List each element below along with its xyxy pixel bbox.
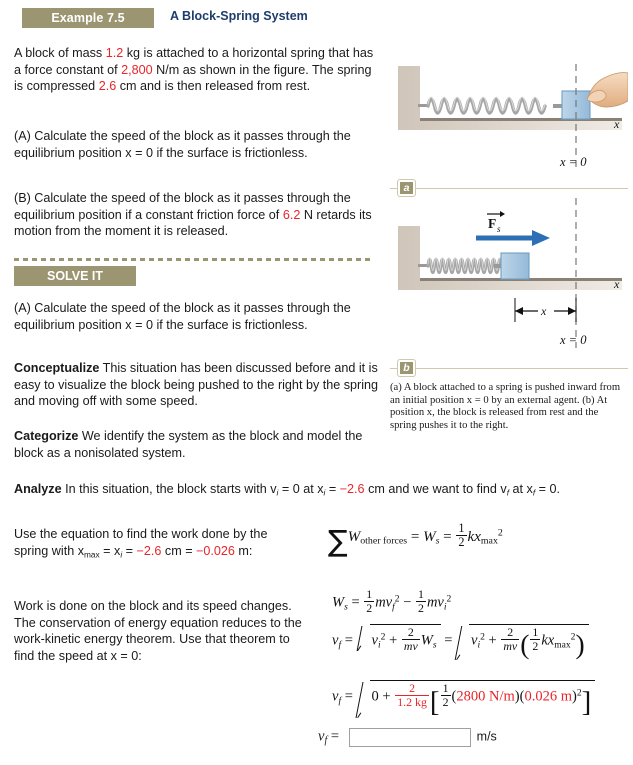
panel-b-rule xyxy=(390,368,628,369)
eq3-Ws-sub: s xyxy=(432,639,437,651)
analyze-text-1: In this situation, the block starts with v xyxy=(61,482,277,496)
step1-text-d: cm = xyxy=(161,543,197,558)
analyze-sub-i-2: i xyxy=(323,487,326,498)
eq2-mvi-sup: 2 xyxy=(446,593,452,605)
solve-part-a-text: (A) Calculate the speed of the block as it passes through the equilibrium position x = 0 if the surface is frictionless. xyxy=(14,301,351,332)
eq4-two-over-mass xyxy=(395,682,429,708)
eq4-vf: v xyxy=(332,688,339,705)
panel-b-label: b xyxy=(398,360,415,376)
axis-label-x-b: x xyxy=(614,277,620,291)
eq1-subscript: other forces xyxy=(360,535,408,547)
analyze-sub-f: f xyxy=(506,487,509,498)
eq2-Ws-sub: s xyxy=(344,601,348,613)
eq1-Ws-sub: s xyxy=(435,535,440,547)
distance-label-x: x xyxy=(541,304,547,318)
question-part-b-text-1: (B) Calculate the speed of the block as it passes through the equilibrium position if a constant friction force of xyxy=(14,191,351,222)
question-part-a xyxy=(14,128,380,161)
step2-prompt xyxy=(14,598,304,664)
eq4-half xyxy=(441,682,451,708)
eq2-minus: − xyxy=(399,594,416,611)
figure-panel-a xyxy=(390,58,628,178)
eq3-kx-sup: 2 xyxy=(570,631,576,643)
eq3-half xyxy=(530,626,540,652)
origin-label-a: x = 0 xyxy=(560,155,587,169)
eq3-kx-sub: max xyxy=(554,639,571,651)
eq4-bracket-open: [ xyxy=(429,686,440,719)
eq1-half-den: 2 xyxy=(458,535,465,550)
eq3b-vi-sup: 2 xyxy=(480,631,485,643)
eq1-kx: kx xyxy=(467,528,481,545)
eq4-x-value: 0.026 m xyxy=(524,688,572,705)
figure-panel-b xyxy=(390,198,628,358)
figure-block-spring xyxy=(390,58,628,432)
analyze-text-4: at x xyxy=(509,482,533,496)
eq3-vi-sub: i xyxy=(377,639,381,651)
step1-cm-value: −2.6 xyxy=(136,543,162,558)
answer-vf-label: v xyxy=(318,728,325,745)
eq3-kx: kx xyxy=(541,632,555,649)
eq3b-m-den: mv xyxy=(503,638,518,653)
analyze-sub-f-2: f xyxy=(532,487,536,498)
spring-constant-value: 2,800 xyxy=(121,62,153,77)
analyze-text-2: = 0 at x xyxy=(278,482,324,496)
summation-symbol: ∑ xyxy=(328,523,348,558)
analyze-label: Analyze xyxy=(14,482,62,496)
hand-icon xyxy=(587,73,628,107)
step1-sub-i: i xyxy=(120,548,123,559)
eq1-kx-sub: max xyxy=(480,535,498,547)
analyze-paragraph: Analyze In this situation, the block starts with vi = 0 at xi = −2.6 cm and we want to find vf at xf = 0. xyxy=(14,482,560,498)
mass-value: 1.2 xyxy=(105,46,124,60)
categorize-text: We identify the system as the block and model the block as a nonisolated system. xyxy=(14,429,363,460)
step1-text-c: = xyxy=(122,543,137,558)
answer-input-wrapper[interactable] xyxy=(349,728,471,747)
equation-work-kinetic: Ws = $\frac{1}{2}$ mvf$^2$ − $\frac{1}{2}$ mvi$^2$ xyxy=(332,587,452,615)
eq3-vi-sup: 2 xyxy=(380,631,386,643)
eq3-two-over-m xyxy=(402,626,420,652)
origin-label-b: x = 0 xyxy=(560,333,587,347)
problem-text-2: kg is attached to a horizontal spring that has a force constant of xyxy=(14,46,374,77)
eq3-2-num: 2 xyxy=(407,625,414,639)
eq3b-two-over-m xyxy=(501,626,519,652)
solve-part-a-restate xyxy=(14,300,380,333)
panel-a-label: a xyxy=(398,180,415,196)
equation-work-spring: $\sum W_{other forces} = Ws$ = $\frac{1}{2}$ $kx_{max}^2$ xyxy=(328,521,503,558)
eq3-paren-close: ) xyxy=(575,628,585,660)
eq3-paren-open: ( xyxy=(520,628,530,660)
eq3-radical-2: $vi^2$ + $\frac{2}{mv}$ ( $\frac{1}{2}$ $kx_{max}^2$) xyxy=(456,624,589,661)
ground-surface xyxy=(420,118,622,121)
eq2-half-2 xyxy=(416,588,426,614)
panel-a-rule xyxy=(390,188,628,189)
eq4-2-num: 2 xyxy=(409,681,416,695)
eq4-bracket-close: ] xyxy=(581,686,592,719)
block-mass-b xyxy=(501,253,529,279)
conceptualize-paragraph xyxy=(14,360,380,410)
eq2-half2-num: 1 xyxy=(418,587,424,601)
eq2-half-1 xyxy=(364,588,374,614)
eq1-one-half xyxy=(456,522,466,549)
eq4-radical: 0 + $\frac{2}{1.2 kg}$ [ $\frac{1}{2}$ (2800 N/m)(0.026 m)$^2$] xyxy=(357,680,596,719)
eq1-W: W xyxy=(347,528,361,545)
step1-text-a: Use the equation to find the work done by the spring with x xyxy=(14,527,268,558)
eq2-mvf: mv xyxy=(375,594,393,611)
eq4-k-value: 2800 N/m xyxy=(456,688,515,705)
categorize-label: Categorize xyxy=(14,429,79,443)
eq1-Ws: W xyxy=(423,528,436,545)
question-part-b xyxy=(14,190,380,240)
eq3b-vi-sub: i xyxy=(477,639,481,651)
step1-m-value: −0.026 xyxy=(196,543,235,558)
panel-b-tag-row xyxy=(390,358,628,378)
eq3-radical-1: $vi^2$ + $\frac{2}{mv}$ Ws xyxy=(357,624,441,652)
answer-unit-label: m/s xyxy=(476,729,497,744)
step1-text-b: = x xyxy=(99,543,121,558)
eq2-mvf-sub: f xyxy=(392,601,395,613)
answer-input[interactable] xyxy=(350,729,470,746)
problem-text-1: A block of mass xyxy=(14,46,106,60)
problem-text-3: N/m as shown in the figure. The spring is compressed xyxy=(14,62,372,93)
answer-row: $v_f = m/s$ xyxy=(318,728,497,747)
friction-force-value: 6.2 xyxy=(282,207,301,222)
conceptualize-label: Conceptualize xyxy=(14,361,100,375)
eq2-Ws: W xyxy=(332,594,345,611)
eq3-half-den: 2 xyxy=(532,638,539,653)
eq2-half1-num: 1 xyxy=(366,587,373,601)
equation-vf-general: vf = $vi^2$ + $\frac{2}{mv}$ $Ws = vi^2$ + $\frac{2}{mv}$ ( $\frac{1}{2}$ $kx_{max}^2$) xyxy=(332,624,589,661)
force-label-sub: s xyxy=(497,224,501,234)
figure-caption: (a) A block attached to a spring is pushed inward from an initial position x = 0 by an external agent. (b) At position x, the block is released from rest and the spring pushes it to the right. xyxy=(390,382,621,431)
eq1-half-num: 1 xyxy=(458,521,465,535)
section-divider xyxy=(14,258,374,261)
question-part-a-text: (A) Calculate the speed of the block as it passes through the equilibrium position x = 0 if the surface is frictionless. xyxy=(14,129,351,160)
analyze-text-5: = 0. xyxy=(535,482,560,496)
eq2-mvf-sup: 2 xyxy=(394,593,400,605)
problem-statement xyxy=(14,45,380,95)
eq1-kx-sup: 2 xyxy=(497,527,503,539)
eq4-sup: 2 xyxy=(576,687,582,699)
eq4-half-num: 1 xyxy=(442,681,449,695)
eq4-mass-den: 1.2 kg xyxy=(397,694,427,709)
force-arrow-fs xyxy=(476,230,550,246)
example-header xyxy=(0,8,633,30)
eq4-half-den: 2 xyxy=(442,694,449,709)
answer-vf-sub: f xyxy=(324,735,328,747)
step2-text: Work is done on the block and its speed changes. The conservation of energy equation reduces to the work-kinetic energy theorem. Use that theorem to find the speed at x = 0: xyxy=(14,599,302,663)
eq2-half1-den: 2 xyxy=(366,600,373,615)
equation-vf-numeric: vf = 0 + $\frac{2}{1.2 kg}$ [ $\frac{1}{2}$ (2800 N/m)(0.026 m)$^2$] xyxy=(332,680,595,719)
conceptualize-text: This situation has been discussed before and it is easy to visualize the block being pushed to the right by the spring and moving off with some speed. xyxy=(14,361,379,408)
eq3-vf-sub: f xyxy=(338,639,342,651)
eq2-half2-den: 2 xyxy=(418,600,424,615)
example-number-badge: Example 7.5 xyxy=(22,8,154,28)
step1-prompt xyxy=(14,526,304,562)
analyze-sub-i: i xyxy=(276,487,279,498)
eq2-mvi: mv xyxy=(426,594,444,611)
step1-sub-max: max xyxy=(84,548,100,559)
eq3-half-num: 1 xyxy=(532,625,539,639)
eq4-vf-sub: f xyxy=(338,695,342,707)
axis-label-x-a: x xyxy=(614,117,620,131)
categorize-paragraph xyxy=(14,428,380,461)
eq3-Ws: W xyxy=(420,632,433,649)
panel-a-tag-row xyxy=(390,178,628,198)
eq2-mvi-sub: i xyxy=(443,601,447,613)
step1-text-e: m: xyxy=(234,543,253,558)
solve-it-badge: SOLVE IT xyxy=(14,266,136,286)
initial-position-value: −2.6 xyxy=(339,482,365,496)
eq3-m-den: mv xyxy=(403,638,418,653)
force-label-fs: F xyxy=(488,216,497,231)
eq1-equals: = xyxy=(407,528,424,545)
eq4-zero: 0 + xyxy=(371,688,395,705)
eq3b-vi: v xyxy=(471,632,478,649)
eq3-vf: v xyxy=(332,632,339,649)
question-part-b-text-2: N retards its motion from the moment it is released. xyxy=(14,207,372,238)
example-title: A Block-Spring System xyxy=(170,9,308,23)
compression-value: 2.6 xyxy=(98,79,117,93)
eq3b-2-num: 2 xyxy=(507,625,514,639)
problem-text-4: cm and is then released from rest. xyxy=(116,79,311,93)
analyze-text-3: cm and we want to find v xyxy=(364,482,507,496)
eq3-vi: v xyxy=(371,632,378,649)
